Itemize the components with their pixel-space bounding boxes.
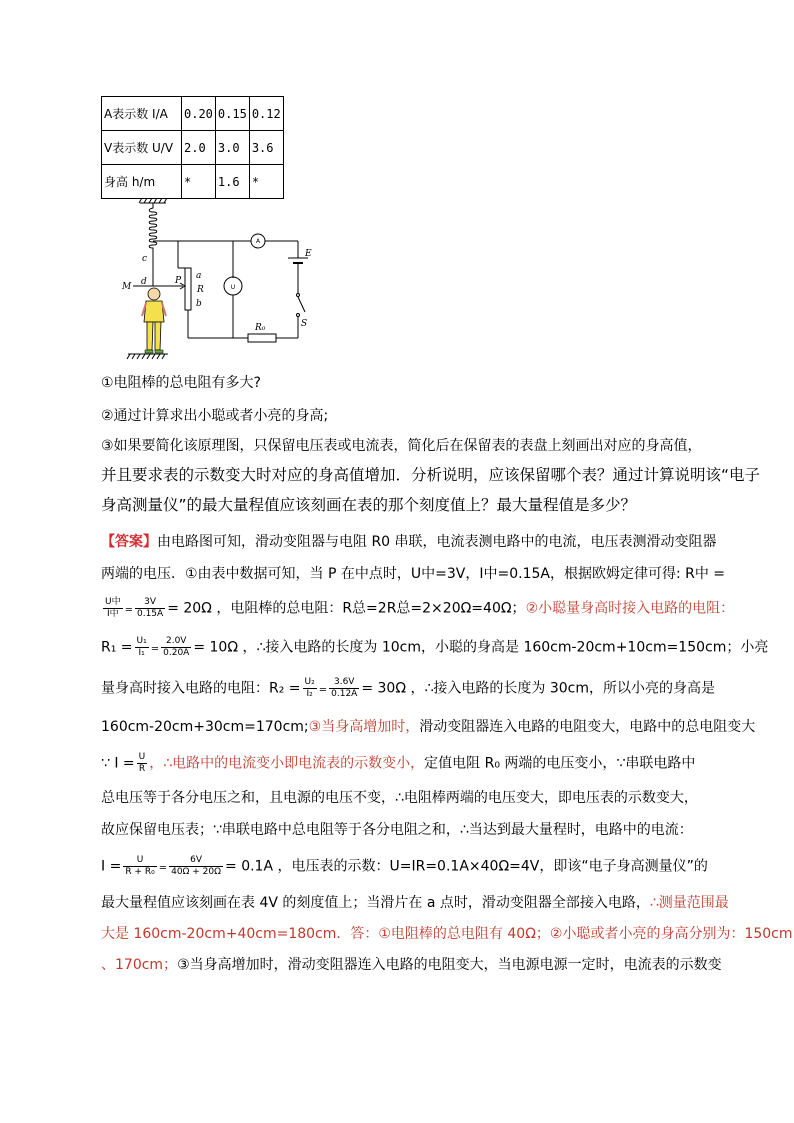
person-figure bbox=[142, 288, 166, 353]
switch-contact bbox=[297, 314, 300, 317]
question-3-line-1: ③如果要简化该原理图，只保留电压表或电流表，简化后在保留表的表盘上刻画出对应的身高值， bbox=[101, 438, 702, 454]
label-c: c bbox=[142, 254, 148, 264]
answer-tag: 【答案】 bbox=[101, 534, 157, 550]
fixed-resistor bbox=[248, 334, 276, 342]
measurement-table bbox=[101, 96, 284, 199]
switch-contact bbox=[297, 294, 300, 297]
fraction: $\frac{6V}{40\Omega + 20\Omega}$ bbox=[171, 855, 222, 877]
fraction: $\frac{3.6V}{0.12A}$ bbox=[331, 677, 358, 699]
fraction: $\frac{\text{U₂}}{\text{I₂}}$ bbox=[304, 677, 315, 699]
label-s: S bbox=[301, 319, 308, 329]
table-cell: 0.20 bbox=[182, 97, 216, 131]
label-p: P bbox=[175, 276, 182, 286]
fraction: $\frac{3V}{0.15A}$ bbox=[136, 597, 164, 619]
answer-text: = 20Ω ，电阻棒的总电阻：R总=2R总=2×20Ω=40Ω； bbox=[167, 600, 526, 617]
label-a: a bbox=[196, 271, 202, 281]
answer-line-11: 最大量程值应该刻画在表 4V 的刻度值上；当滑片在 a 点时，滑动变阻器全部接入电路，∴测量范围最 bbox=[101, 895, 729, 911]
table-row bbox=[102, 131, 284, 165]
label-e: E bbox=[305, 249, 312, 259]
answer-line-4: R₁ = $\frac{\text{U₁}}{\text{I₁}}$ = $\frac{2.0V}{0.20A}$ = 10Ω ，∴接入电路的长度为 10cm，小聪的身高是 160cm-20cm+10cm=150cm；小亮 bbox=[101, 636, 769, 658]
question-2: ②通过计算求出小聪或者小亮的身高; bbox=[101, 408, 329, 424]
table-cell: 1.6 bbox=[215, 165, 249, 199]
table-cell: 3.0 bbox=[215, 131, 249, 165]
label-d: d bbox=[141, 277, 147, 287]
answer-line-5: 量身高时接入电路的电阻：R₂ = $\frac{\text{U₂}}{\text{I₂}}$ = $\frac{3.6V}{0.12A}$ = 30Ω ，∴接入电路的长度为 30cm，所以小亮的身高是 bbox=[101, 677, 715, 699]
answer-line-10: I = $\frac{U}{\text{R + R₀}}$ = $\frac{6V}{40\Omega + 20\Omega}$ = 0.1A ，电压表的示数：U=IR=0.1A×40Ω=4V，即该“电子身高测量仪”的 bbox=[101, 855, 708, 877]
answer-line-7: ∵ I = $\frac{U}{R}$ ，∴电路中的电流变小即电流表的示数变小，定值电阻 R₀ 两端的电压变小，∵串联电路中 bbox=[101, 752, 696, 774]
question-3-line-3: 身高测量仪”的最大量程值应该刻画在表的那个刻度值上？最大量程值是多少？ bbox=[101, 496, 637, 514]
table-cell: V表示数 U/V bbox=[102, 131, 182, 165]
label-r0: R₀ bbox=[255, 323, 266, 333]
answer-line-1 bbox=[101, 532, 717, 552]
circuit-diagram bbox=[118, 198, 328, 360]
answer-line-13: 、170cm；③当身高增加时，滑动变阻器连入电路的电阻变大，当电源电源一定时，电流表的示数变 bbox=[101, 957, 722, 973]
fraction: $\frac{\text{U中}}{\text{I中}}$ bbox=[105, 597, 121, 619]
label-b: b bbox=[196, 299, 202, 309]
spring bbox=[149, 203, 157, 252]
fraction: $\frac{\text{U₁}}{\text{I₁}}$ bbox=[136, 636, 147, 658]
table-cell: * bbox=[182, 165, 216, 199]
table-cell: A表示数 I/A bbox=[102, 97, 182, 131]
table-row bbox=[102, 165, 284, 199]
floor-hatch bbox=[127, 354, 165, 359]
answer-line-6: 160cm-20cm+30cm=170cm;③当身高增加时，滑动变阻器连入电路的电阻变大，电路中的总电阻变大 bbox=[101, 719, 756, 735]
table-cell: 2.0 bbox=[182, 131, 216, 165]
fraction: $\frac{2.0V}{0.20A}$ bbox=[163, 636, 190, 658]
table-cell: 3.6 bbox=[249, 131, 283, 165]
answer-line-9: 故应保留电压表；∵串联电路中总电阻等于各分电阻之和，∴当达到最大量程时，电路中的电流： bbox=[101, 822, 693, 838]
table-cell: 0.15 bbox=[215, 97, 249, 131]
ceiling-hatch bbox=[139, 198, 167, 203]
table-cell: 0.12 bbox=[249, 97, 283, 131]
answer-line-2: 两端的电压．①由表中数据可知，当 P 在中点时，U中=3V，I中=0.15A，根据欧姆定律可得: R中 = bbox=[101, 566, 726, 582]
fraction: $\frac{U}{\text{R + R₀}}$ bbox=[125, 855, 155, 877]
label-ammeter: A bbox=[255, 238, 261, 245]
label-voltmeter: U bbox=[230, 284, 236, 291]
table-cell: 身高 h/m bbox=[102, 165, 182, 199]
table-cell: * bbox=[249, 165, 283, 199]
rheostat bbox=[185, 268, 191, 310]
fraction: $\frac{U}{R}$ bbox=[138, 752, 146, 774]
label-m: M bbox=[122, 282, 132, 292]
table-row bbox=[102, 97, 284, 131]
switch bbox=[298, 297, 305, 312]
answer-text: 由电路图可知，滑动变阻器与电阻 R0 串联，电流表测电路中的电流，电压表测滑动变阻器 bbox=[157, 534, 717, 550]
answer-text: ②小聪量身高时接入电路的电阻： bbox=[525, 600, 735, 617]
answer-line-3: $\frac{\text{U中}}{\text{I中}}$ = $\frac{3V}{0.15A}$ = 20Ω ，电阻棒的总电阻：R总=2R总=2×20Ω=40Ω；②小聪量身高时接入电路的电阻： bbox=[105, 597, 735, 619]
label-r: R bbox=[197, 285, 204, 295]
question-1: ①电阻棒的总电阻有多大? bbox=[101, 375, 261, 391]
question-3-line-2: 并且要求表的示数变大时对应的身高值增加．分析说明，应该保留哪个表？通过计算说明该“电子 bbox=[101, 466, 761, 484]
answer-line-12: 大是 160cm-20cm+40cm=180cm．答：①电阻棒的总电阻有 40Ω；②小聪或者小亮的身高分别为：150cm bbox=[101, 926, 793, 942]
answer-line-8: 总电压等于各分电压之和，且电源的电压不变，∴电阻棒两端的电压变大，即电压表的示数变大， bbox=[101, 790, 698, 806]
